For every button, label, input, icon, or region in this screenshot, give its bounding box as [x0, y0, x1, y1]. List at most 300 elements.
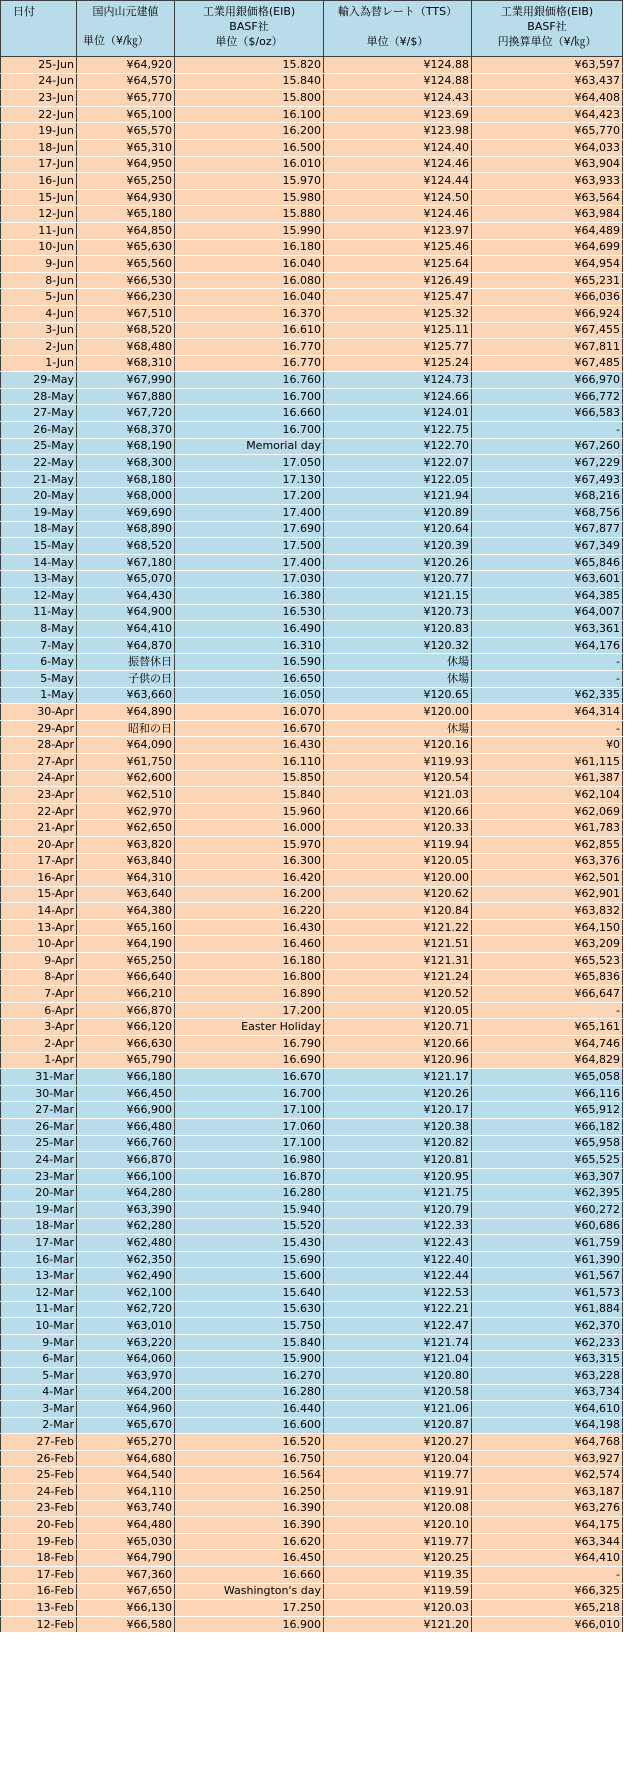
- fx-rate-cell: ¥120.83: [324, 621, 472, 638]
- silver-usd-cell: 16.770: [175, 355, 324, 372]
- date-cell: 19-May: [1, 505, 77, 522]
- fx-rate-cell: ¥121.51: [324, 936, 472, 953]
- table-row: [1, 123, 623, 140]
- silver-jpy-cell: ¥66,182: [472, 1119, 623, 1136]
- fx-rate-cell: ¥122.75: [324, 422, 472, 439]
- date-cell: 17-Jun: [1, 156, 77, 173]
- silver-usd-cell: 16.660: [175, 1567, 324, 1584]
- silver-jpy-cell: ¥64,175: [472, 1517, 623, 1534]
- silver-usd-cell: 16.770: [175, 339, 324, 356]
- table-header: [1, 1, 623, 57]
- date-cell: 24-Mar: [1, 1152, 77, 1169]
- domestic-price-cell: ¥68,370: [77, 422, 175, 439]
- date-cell: 24-Feb: [1, 1484, 77, 1501]
- domestic-price-cell: ¥62,600: [77, 770, 175, 787]
- silver-jpy-cell: ¥64,410: [472, 1550, 623, 1567]
- domestic-price-cell: ¥68,190: [77, 438, 175, 455]
- date-cell: 21-Apr: [1, 820, 77, 837]
- table-row: [1, 1384, 623, 1401]
- domestic-price-cell: ¥64,870: [77, 637, 175, 654]
- table-row: [1, 57, 623, 74]
- silver-jpy-cell: ¥60,272: [472, 1201, 623, 1218]
- silver-jpy-cell: ¥65,958: [472, 1135, 623, 1152]
- domestic-price-cell: ¥64,920: [77, 57, 175, 74]
- fx-rate-cell: ¥120.00: [324, 870, 472, 887]
- silver-jpy-cell: -: [472, 422, 623, 439]
- silver-jpy-cell: ¥0: [472, 737, 623, 754]
- table-row: [1, 737, 623, 754]
- domestic-price-cell: ¥68,310: [77, 355, 175, 372]
- table-row: [1, 505, 623, 522]
- silver-jpy-cell: ¥64,610: [472, 1401, 623, 1418]
- date-cell: 26-May: [1, 422, 77, 439]
- silver-jpy-cell: ¥63,315: [472, 1351, 623, 1368]
- domestic-price-cell: ¥66,210: [77, 986, 175, 1003]
- silver-usd-cell: 16.450: [175, 1550, 324, 1567]
- silver-usd-cell: 16.000: [175, 820, 324, 837]
- fx-rate-cell: ¥120.66: [324, 1036, 472, 1053]
- date-cell: 27-Mar: [1, 1102, 77, 1119]
- silver-jpy-cell: ¥61,567: [472, 1268, 623, 1285]
- silver-usd-cell: 16.890: [175, 986, 324, 1003]
- silver-jpy-unit-label: 円換算単位（¥/㎏）: [497, 35, 597, 48]
- fx-rate-cell: ¥121.22: [324, 919, 472, 936]
- fx-rate-cell: ¥120.54: [324, 770, 472, 787]
- silver-jpy-cell: ¥64,176: [472, 637, 623, 654]
- silver-jpy-cell: ¥62,501: [472, 870, 623, 887]
- fx-rate-cell: ¥121.06: [324, 1401, 472, 1418]
- fx-unit-label: 単位（¥/$）: [366, 35, 429, 48]
- table-row: [1, 803, 623, 820]
- domestic-price-cell: ¥64,680: [77, 1450, 175, 1467]
- silver-usd-cell: 15.840: [175, 1334, 324, 1351]
- date-cell: 21-May: [1, 471, 77, 488]
- silver-jpy-cell: ¥63,734: [472, 1384, 623, 1401]
- domestic-price-cell: ¥66,180: [77, 1069, 175, 1086]
- domestic-price-cell: ¥66,580: [77, 1616, 175, 1633]
- silver-jpy-cell: ¥63,209: [472, 936, 623, 953]
- domestic-price-cell: ¥67,180: [77, 554, 175, 571]
- domestic-price-cell: 振替休日: [77, 654, 175, 671]
- date-cell: 18-May: [1, 521, 77, 538]
- silver-usd-cell: 15.520: [175, 1218, 324, 1235]
- domestic-price-cell: ¥64,200: [77, 1384, 175, 1401]
- domestic-price-cell: ¥65,570: [77, 123, 175, 140]
- domestic-price-cell: 子供の日: [77, 670, 175, 687]
- table-row: [1, 1417, 623, 1434]
- table-row: [1, 1235, 623, 1252]
- date-cell: 22-Apr: [1, 803, 77, 820]
- silver-jpy-cell: ¥65,525: [472, 1152, 623, 1169]
- date-cell: 10-Mar: [1, 1318, 77, 1335]
- table-row: [1, 1069, 623, 1086]
- domestic-price-cell: ¥62,350: [77, 1251, 175, 1268]
- fx-rate-cell: ¥123.69: [324, 106, 472, 123]
- date-cell: 25-Feb: [1, 1467, 77, 1484]
- silver-jpy-cell: ¥62,335: [472, 687, 623, 704]
- date-cell: 2-Jun: [1, 339, 77, 356]
- silver-usd-cell: 15.850: [175, 770, 324, 787]
- fx-rate-cell: ¥119.77: [324, 1467, 472, 1484]
- silver-usd-cell: 16.610: [175, 322, 324, 339]
- domestic-price-cell: ¥63,840: [77, 853, 175, 870]
- domestic-price-cell: ¥63,010: [77, 1318, 175, 1335]
- date-cell: 23-Feb: [1, 1500, 77, 1517]
- silver-jpy-cell: ¥63,307: [472, 1168, 623, 1185]
- table-row: [1, 538, 623, 555]
- date-cell: 27-Feb: [1, 1434, 77, 1451]
- table-row: [1, 903, 623, 920]
- fx-rate-cell: ¥121.03: [324, 787, 472, 804]
- fx-rate-cell: ¥123.97: [324, 222, 472, 239]
- date-cell: 30-Mar: [1, 1085, 77, 1102]
- fx-rate-cell: ¥120.65: [324, 687, 472, 704]
- date-cell: 31-Mar: [1, 1069, 77, 1086]
- fx-rate-cell: ¥122.07: [324, 455, 472, 472]
- table-row: [1, 1500, 623, 1517]
- fx-rate-cell: ¥120.05: [324, 853, 472, 870]
- domestic-price-cell: ¥67,880: [77, 388, 175, 405]
- domestic-price-cell: ¥62,100: [77, 1284, 175, 1301]
- silver-usd-cell: 16.280: [175, 1384, 324, 1401]
- silver-usd-cell: 16.700: [175, 422, 324, 439]
- fx-rate-cell: ¥124.66: [324, 388, 472, 405]
- fx-rate-cell: ¥121.17: [324, 1069, 472, 1086]
- table-row: [1, 621, 623, 638]
- silver-usd-cell: 15.750: [175, 1318, 324, 1335]
- domestic-price-cell: ¥65,790: [77, 1052, 175, 1069]
- table-row: [1, 1284, 623, 1301]
- date-cell: 30-Apr: [1, 704, 77, 721]
- fx-rate-cell: ¥120.79: [324, 1201, 472, 1218]
- table-row: [1, 919, 623, 936]
- domestic-price-cell: ¥63,220: [77, 1334, 175, 1351]
- date-cell: 8-May: [1, 621, 77, 638]
- date-cell: 16-Jun: [1, 173, 77, 190]
- domestic-price-cell: ¥66,900: [77, 1102, 175, 1119]
- table-row: [1, 1052, 623, 1069]
- silver-jpy-cell: ¥64,829: [472, 1052, 623, 1069]
- table-row: [1, 1401, 623, 1418]
- domestic-price-cell: ¥64,570: [77, 73, 175, 90]
- silver-usd-cell: 16.760: [175, 372, 324, 389]
- silver-usd-cell: 16.670: [175, 720, 324, 737]
- silver-jpy-cell: ¥64,954: [472, 256, 623, 273]
- fx-rate-cell: ¥119.94: [324, 836, 472, 853]
- table-row: [1, 256, 623, 273]
- date-cell: 20-May: [1, 488, 77, 505]
- date-cell: 19-Mar: [1, 1201, 77, 1218]
- domestic-header-label: 国内山元建値: [92, 5, 159, 18]
- silver-jpy-cell: ¥64,746: [472, 1036, 623, 1053]
- table-row: [1, 870, 623, 887]
- fx-rate-cell: ¥125.11: [324, 322, 472, 339]
- silver-usd-cell: 15.970: [175, 173, 324, 190]
- table-row: [1, 305, 623, 322]
- date-cell: 20-Mar: [1, 1185, 77, 1202]
- table-row: [1, 936, 623, 953]
- table-row: [1, 1351, 623, 1368]
- silver-usd-cell: 16.900: [175, 1616, 324, 1633]
- fx-rate-cell: ¥121.15: [324, 588, 472, 605]
- domestic-price-cell: ¥68,000: [77, 488, 175, 505]
- silver-usd-cell: 16.440: [175, 1401, 324, 1418]
- date-cell: 3-Jun: [1, 322, 77, 339]
- fx-rate-cell: ¥120.52: [324, 986, 472, 1003]
- silver-jpy-cell: ¥64,033: [472, 139, 623, 156]
- fx-rate-cell: ¥122.53: [324, 1284, 472, 1301]
- silver-usd-cell: 16.700: [175, 388, 324, 405]
- table-row: [1, 1152, 623, 1169]
- domestic-price-cell: ¥66,130: [77, 1600, 175, 1617]
- domestic-price-cell: ¥65,250: [77, 173, 175, 190]
- date-cell: 8-Jun: [1, 272, 77, 289]
- table-row: [1, 1533, 623, 1550]
- domestic-price-cell: ¥64,190: [77, 936, 175, 953]
- table-body: [1, 57, 623, 1633]
- fx-rate-cell: ¥120.89: [324, 505, 472, 522]
- silver-jpy-cell: ¥63,933: [472, 173, 623, 190]
- silver-usd-cell: 16.180: [175, 239, 324, 256]
- silver-usd-cell: 17.200: [175, 1002, 324, 1019]
- table-row: [1, 1550, 623, 1567]
- table-row: [1, 1583, 623, 1600]
- fx-rate-cell: ¥122.70: [324, 438, 472, 455]
- table-row: [1, 588, 623, 605]
- domestic-price-cell: ¥62,480: [77, 1235, 175, 1252]
- domestic-price-cell: ¥65,160: [77, 919, 175, 936]
- silver-usd-cell: 15.820: [175, 57, 324, 74]
- silver-usd-cell: 17.400: [175, 554, 324, 571]
- silver-jpy-cell: ¥61,783: [472, 820, 623, 837]
- silver-jpy-cell: ¥63,344: [472, 1533, 623, 1550]
- fx-rate-cell: ¥120.26: [324, 1085, 472, 1102]
- domestic-price-cell: ¥65,770: [77, 90, 175, 107]
- silver-jpy-header-label: 工業用銀価格(EIB): [500, 5, 594, 18]
- silver-jpy-cell: ¥66,583: [472, 405, 623, 422]
- date-cell: 28-May: [1, 388, 77, 405]
- silver-usd-cell: 17.030: [175, 571, 324, 588]
- fx-rate-cell: ¥122.05: [324, 471, 472, 488]
- domestic-price-cell: ¥67,990: [77, 372, 175, 389]
- domestic-price-cell: ¥67,720: [77, 405, 175, 422]
- fx-rate-cell: ¥120.08: [324, 1500, 472, 1517]
- domestic-price-cell: ¥62,970: [77, 803, 175, 820]
- silver-usd-cell: 15.900: [175, 1351, 324, 1368]
- fx-rate-cell: ¥123.98: [324, 123, 472, 140]
- silver-usd-header-label: 工業用銀価格(EIB): [202, 5, 296, 18]
- silver-usd-cell: 16.590: [175, 654, 324, 671]
- domestic-price-cell: ¥63,820: [77, 836, 175, 853]
- fx-rate-cell: ¥124.43: [324, 90, 472, 107]
- date-cell: 14-May: [1, 554, 77, 571]
- domestic-price-cell: ¥66,480: [77, 1119, 175, 1136]
- table-row: [1, 339, 623, 356]
- domestic-price-cell: ¥67,510: [77, 305, 175, 322]
- silver-usd-cell: 16.370: [175, 305, 324, 322]
- domestic-price-cell: ¥68,180: [77, 471, 175, 488]
- domestic-price-cell: ¥65,070: [77, 571, 175, 588]
- silver-usd-cell: 17.050: [175, 455, 324, 472]
- fx-rate-cell: ¥124.50: [324, 189, 472, 206]
- silver-usd-cell: 16.220: [175, 903, 324, 920]
- fx-rate-cell: ¥122.43: [324, 1235, 472, 1252]
- date-cell: 5-Mar: [1, 1367, 77, 1384]
- domestic-price-cell: ¥64,890: [77, 704, 175, 721]
- domestic-price-cell: ¥68,300: [77, 455, 175, 472]
- silver-jpy-cell: ¥63,904: [472, 156, 623, 173]
- date-cell: 29-May: [1, 372, 77, 389]
- silver-jpy-cell: ¥63,361: [472, 621, 623, 638]
- silver-jpy-cell: ¥64,150: [472, 919, 623, 936]
- date-cell: 23-Jun: [1, 90, 77, 107]
- silver-jpy-cell: ¥67,877: [472, 521, 623, 538]
- date-cell: 17-Mar: [1, 1235, 77, 1252]
- date-cell: 12-Feb: [1, 1616, 77, 1633]
- table-row: [1, 1318, 623, 1335]
- silver-jpy-cell: ¥68,756: [472, 505, 623, 522]
- date-cell: 18-Jun: [1, 139, 77, 156]
- fx-rate-cell: ¥121.20: [324, 1616, 472, 1633]
- fx-rate-cell: ¥122.21: [324, 1301, 472, 1318]
- table-row: [1, 189, 623, 206]
- date-cell: 7-Apr: [1, 986, 77, 1003]
- table-row: [1, 405, 623, 422]
- table-row: [1, 1185, 623, 1202]
- domestic-price-cell: ¥66,120: [77, 1019, 175, 1036]
- date-cell: 28-Apr: [1, 737, 77, 754]
- silver-jpy-cell: ¥64,314: [472, 704, 623, 721]
- silver-usd-cell: 16.380: [175, 588, 324, 605]
- silver-usd-cell: 16.040: [175, 289, 324, 306]
- fx-rate-cell: ¥120.27: [324, 1434, 472, 1451]
- table-row: [1, 1085, 623, 1102]
- table-row: [1, 770, 623, 787]
- fx-rate-cell: ¥120.95: [324, 1168, 472, 1185]
- table-row: [1, 554, 623, 571]
- silver-jpy-cell: ¥66,010: [472, 1616, 623, 1633]
- domestic-price-cell: ¥64,900: [77, 604, 175, 621]
- domestic-price-cell: ¥66,100: [77, 1168, 175, 1185]
- fx-rate-cell: ¥124.44: [324, 173, 472, 190]
- table-row: [1, 156, 623, 173]
- fx-rate-cell: ¥120.16: [324, 737, 472, 754]
- date-cell: 23-Apr: [1, 787, 77, 804]
- date-cell: 12-Mar: [1, 1284, 77, 1301]
- silver-usd-cell: 15.960: [175, 803, 324, 820]
- domestic-price-cell: ¥65,030: [77, 1533, 175, 1550]
- silver-usd-cell: 15.990: [175, 222, 324, 239]
- silver-usd-cell: 15.800: [175, 90, 324, 107]
- silver-jpy-cell: ¥64,699: [472, 239, 623, 256]
- date-cell: 13-Feb: [1, 1600, 77, 1617]
- fx-rate-cell: ¥125.24: [324, 355, 472, 372]
- silver-usd-cell: 16.670: [175, 1069, 324, 1086]
- date-cell: 13-Apr: [1, 919, 77, 936]
- silver-usd-cell: 16.100: [175, 106, 324, 123]
- domestic-price-cell: ¥65,310: [77, 139, 175, 156]
- silver-usd-cell: 17.690: [175, 521, 324, 538]
- silver-jpy-column-header: [472, 1, 623, 57]
- silver-usd-cell: 15.880: [175, 206, 324, 223]
- silver-jpy-cell: ¥61,387: [472, 770, 623, 787]
- fx-rate-cell: ¥125.32: [324, 305, 472, 322]
- table-row: [1, 1616, 623, 1633]
- fx-rate-cell: ¥120.58: [324, 1384, 472, 1401]
- domestic-price-cell: ¥66,530: [77, 272, 175, 289]
- silver-jpy-cell: ¥67,493: [472, 471, 623, 488]
- silver-jpy-cell: ¥61,759: [472, 1235, 623, 1252]
- domestic-price-cell: 昭和の日: [77, 720, 175, 737]
- fx-rate-cell: ¥124.88: [324, 73, 472, 90]
- fx-rate-cell: ¥119.59: [324, 1583, 472, 1600]
- silver-usd-cell: 17.250: [175, 1600, 324, 1617]
- silver-jpy-cell: ¥61,390: [472, 1251, 623, 1268]
- date-cell: 25-Mar: [1, 1135, 77, 1152]
- fx-rate-cell: ¥122.40: [324, 1251, 472, 1268]
- date-cell: 2-Mar: [1, 1417, 77, 1434]
- table-row: [1, 372, 623, 389]
- silver-usd-cell: 16.750: [175, 1450, 324, 1467]
- fx-rate-cell: ¥120.71: [324, 1019, 472, 1036]
- silver-usd-cell: Memorial day: [175, 438, 324, 455]
- silver-jpy-cell: ¥61,115: [472, 753, 623, 770]
- table-row: [1, 289, 623, 306]
- fx-rate-cell: ¥125.46: [324, 239, 472, 256]
- date-cell: 5-May: [1, 670, 77, 687]
- silver-usd-unit-label: 単位（$/oz）: [215, 35, 283, 48]
- domestic-price-cell: ¥63,740: [77, 1500, 175, 1517]
- fx-rate-cell: 休場: [324, 654, 472, 671]
- domestic-price-cell: ¥63,390: [77, 1201, 175, 1218]
- fx-rate-cell: ¥120.96: [324, 1052, 472, 1069]
- table-row: [1, 206, 623, 223]
- silver-jpy-cell: ¥63,564: [472, 189, 623, 206]
- fx-rate-cell: ¥120.64: [324, 521, 472, 538]
- silver-usd-cell: 16.520: [175, 1434, 324, 1451]
- date-cell: 15-May: [1, 538, 77, 555]
- domestic-price-cell: ¥65,100: [77, 106, 175, 123]
- fx-rate-cell: ¥119.93: [324, 753, 472, 770]
- table-row: [1, 1567, 623, 1584]
- fx-rate-cell: ¥121.74: [324, 1334, 472, 1351]
- silver-usd-cell: 16.310: [175, 637, 324, 654]
- table-row: [1, 1467, 623, 1484]
- table-row: [1, 455, 623, 472]
- table-row: [1, 438, 623, 455]
- table-row: [1, 1434, 623, 1451]
- silver-jpy-cell: ¥67,811: [472, 339, 623, 356]
- fx-rate-cell: ¥120.10: [324, 1517, 472, 1534]
- date-cell: 16-Apr: [1, 870, 77, 887]
- domestic-price-cell: ¥66,870: [77, 1152, 175, 1169]
- domestic-price-cell: ¥64,950: [77, 156, 175, 173]
- silver-usd-cell: 15.640: [175, 1284, 324, 1301]
- date-cell: 24-Jun: [1, 73, 77, 90]
- table-row: [1, 720, 623, 737]
- domestic-price-cell: ¥64,540: [77, 1467, 175, 1484]
- fx-rate-cell: ¥124.01: [324, 405, 472, 422]
- fx-rate-cell: ¥120.39: [324, 538, 472, 555]
- silver-usd-cell: 16.010: [175, 156, 324, 173]
- table-row: [1, 1201, 623, 1218]
- silver-usd-cell: Easter Holiday: [175, 1019, 324, 1036]
- fx-rate-cell: ¥124.46: [324, 156, 472, 173]
- table-row: [1, 388, 623, 405]
- date-cell: 16-Feb: [1, 1583, 77, 1600]
- silver-usd-cell: 16.430: [175, 737, 324, 754]
- table-row: [1, 969, 623, 986]
